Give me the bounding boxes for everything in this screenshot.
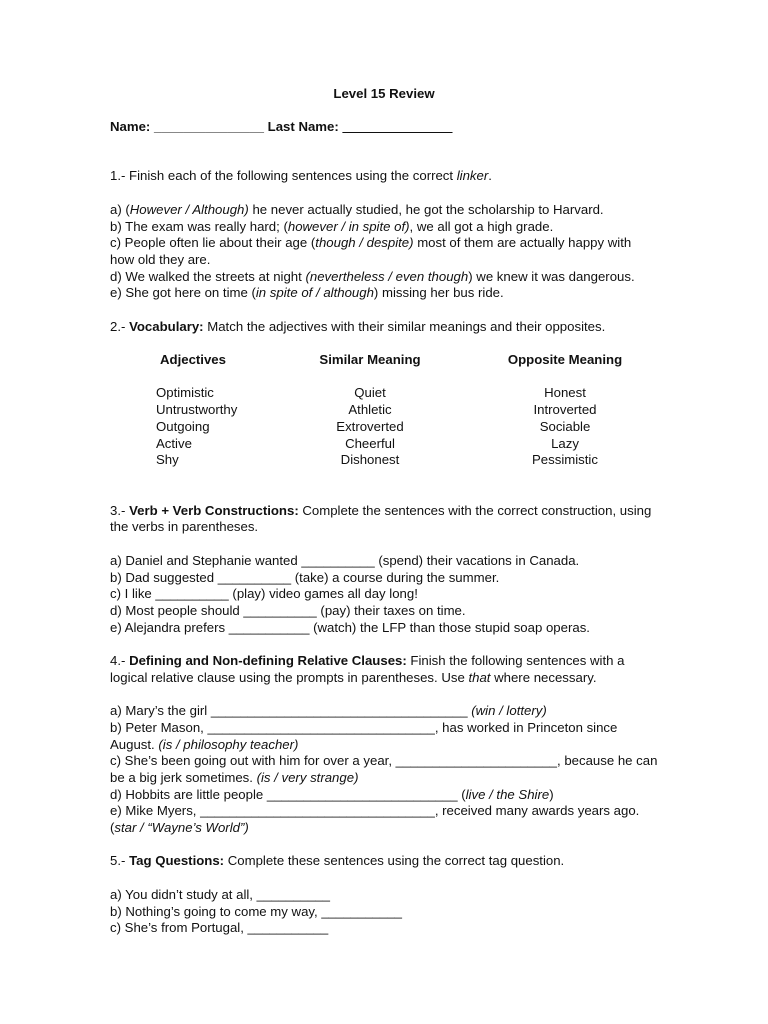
adjectives-column bbox=[156, 352, 276, 469]
column-header: Opposite Meaning bbox=[507, 352, 623, 368]
section-2-number: 2.- bbox=[110, 318, 126, 334]
section-2-instruction: 2.- Vocabulary: Match the adjectives with their similar meanings and their opposites. bbox=[110, 318, 606, 334]
list-item: Quiet bbox=[354, 385, 386, 401]
list-item: Optimistic bbox=[156, 385, 214, 401]
section-1-instruction: 1.- Finish each of the following sentences using the correct linker. bbox=[110, 168, 492, 184]
section-3-items bbox=[110, 553, 658, 637]
list-item: Dishonest bbox=[340, 452, 400, 468]
list-item: Extroverted bbox=[336, 418, 404, 434]
list-item: c) People often lie about their age (though / despite) most of them are actually happy with how old they are. bbox=[110, 235, 632, 267]
section-4-instruction: 4.- Defining and Non-defining Relative Clauses: Finish the following sentences with a logical relative clause using the prompts in parentheses. Use that where necessary. bbox=[110, 653, 625, 685]
list-item: Athletic bbox=[348, 402, 392, 418]
section-3-instruction: 3.- Verb + Verb Constructions: Complete the sentences with the correct construction, using the verbs in parentheses. bbox=[110, 502, 652, 535]
list-item: b) Peter Mason, _______________________________, has worked in Princeton since August. (is / philosophy teacher) bbox=[110, 719, 618, 752]
list-item: Untrustworthy bbox=[156, 402, 238, 418]
page-title: Level 15 Review bbox=[333, 86, 435, 101]
list-item: a) Mary’s the girl ___________________________________ (win / lottery) bbox=[110, 703, 547, 719]
section-3-number: 3.- bbox=[110, 502, 126, 518]
name-blank: _______________ bbox=[153, 118, 264, 134]
list-item: Honest bbox=[544, 385, 586, 401]
name-label: Name: bbox=[110, 118, 151, 134]
list-item: a) You didn’t study at all, __________ bbox=[110, 886, 330, 902]
list-item: d) We walked the streets at night (nevertheless / even though) we knew it was dangerous. bbox=[110, 268, 635, 284]
list-item: d) Most people should __________ (pay) their taxes on time. bbox=[110, 602, 466, 618]
name-line bbox=[110, 119, 658, 136]
section-4-items bbox=[110, 703, 658, 837]
section-5-instruction: 5.- Tag Questions: Complete these sentences using the correct tag question. bbox=[110, 853, 565, 869]
section-5-items bbox=[110, 887, 658, 937]
section-4-number: 4.- bbox=[110, 653, 126, 669]
last-name-label: Last Name: bbox=[267, 118, 339, 134]
list-item: Introverted bbox=[533, 402, 597, 418]
section-1-number: 1.- bbox=[110, 168, 126, 184]
list-item: b) Dad suggested __________ (take) a course during the summer. bbox=[110, 569, 500, 585]
list-item: b) The exam was really hard; (however / in spite of), we all got a high grade. bbox=[110, 218, 554, 234]
list-item: e) Mike Myers, ________________________________, received many awards years ago. (star / “Wayne’s World”) bbox=[110, 803, 640, 836]
list-item: c) She’s from Portugal, ___________ bbox=[110, 920, 329, 936]
column-header: Adjectives bbox=[160, 352, 226, 368]
list-item: Pessimistic bbox=[532, 452, 598, 468]
worksheet-page bbox=[110, 86, 658, 954]
last-name-blank: _______________ bbox=[342, 118, 453, 134]
column-header: Similar Meaning bbox=[319, 352, 421, 368]
list-item: Active bbox=[156, 435, 192, 451]
list-item: e) Alejandra prefers ___________ (watch) the LFP than those stupid soap operas. bbox=[110, 619, 590, 635]
list-item: Sociable bbox=[539, 418, 591, 434]
list-item: b) Nothing’s going to come my way, ___________ bbox=[110, 903, 403, 919]
similar-meaning-column bbox=[315, 352, 425, 469]
list-item: Shy bbox=[156, 452, 179, 468]
section-1-items bbox=[110, 202, 658, 302]
list-item: Outgoing bbox=[156, 418, 210, 434]
section-5-number: 5.- bbox=[110, 853, 126, 869]
list-item: c) She’s been going out with him for over a year, ______________________, because he can be a big jerk sometimes. (is / very strange) bbox=[110, 753, 658, 785]
list-item: c) I like __________ (play) video games all day long! bbox=[110, 586, 418, 602]
opposite-meaning-column bbox=[500, 352, 630, 469]
list-item: Cheerful bbox=[345, 435, 395, 451]
list-item: d) Hobbits are little people __________________________ (live / the Shire) bbox=[110, 786, 554, 802]
vocabulary-table bbox=[110, 352, 658, 486]
list-item: a) (However / Although) he never actually studied, he got the scholarship to Harvard. bbox=[110, 201, 604, 217]
list-item: e) She got here on time (in spite of / although) missing her bus ride. bbox=[110, 285, 504, 301]
list-item: a) Daniel and Stephanie wanted __________ (spend) their vacations in Canada. bbox=[110, 552, 580, 568]
list-item: Lazy bbox=[551, 435, 579, 451]
